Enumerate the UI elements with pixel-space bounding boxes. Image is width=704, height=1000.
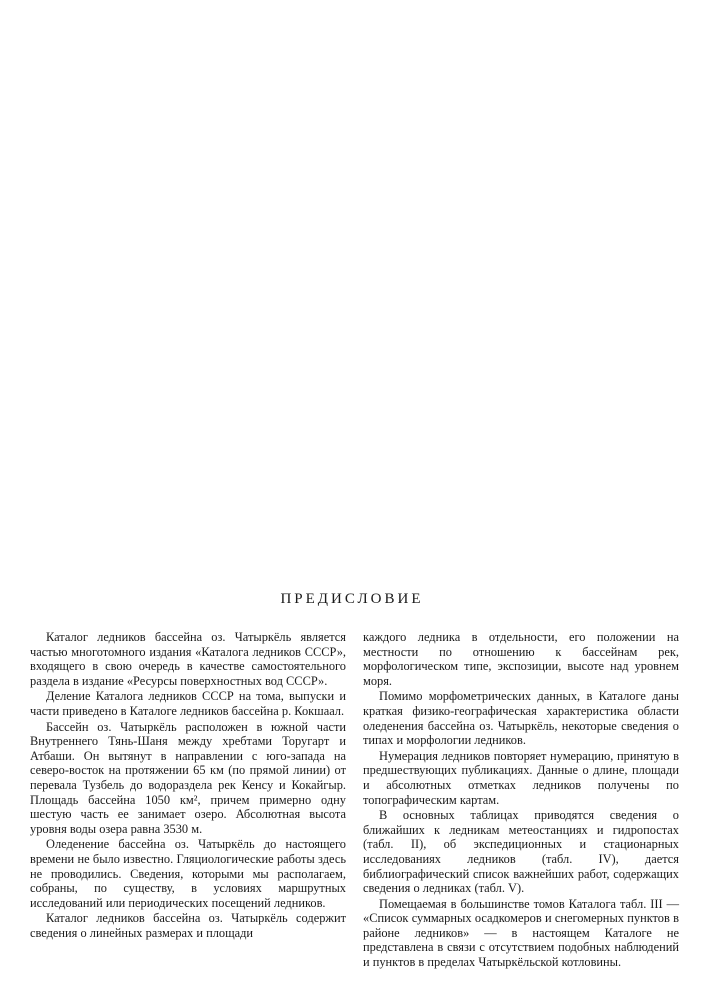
page-title: ПРЕДИСЛОВИЕ [280, 591, 424, 607]
left-column [30, 630, 346, 940]
right-column [363, 630, 679, 970]
paragraph: Помещаемая в большинстве томов Каталога табл. III — «Список суммарных осадкомеров и снегомерных пунктов в районе ледников» — в настоящем Каталоге не представлена в связи с отсутствием подобных наблюдений и пунктов в пределах Чатыркёльской котловины. [363, 896, 679, 970]
paragraph: Каталог ледников бассейна оз. Чатыркёль является частью многотомного издания «Каталога ледников СССР», входящего в свою очередь в качестве самостоятельного раздела в издание «Ресурсы поверхностных вод СССР». [30, 630, 346, 688]
paragraph: Оледенение бассейна оз. Чатыркёль до настоящего времени не было известно. Гляциологические работы здесь не проводились. Сведения, которыми мы располагаем, собраны, по существу, в условиях маршрутных исследований или периодических посещений ледников. [30, 837, 346, 910]
paragraph: Каталог ледников бассейна оз. Чатыркёль содержит сведения о линейных размерах и площади [30, 911, 346, 940]
paragraph: Бассейн оз. Чатыркёль расположен в южной части Внутреннего Тянь-Шаня между хребтами Торугарт и Атбаши. Он вытянут в направлении с юго-запада на северо-восток на протяжении 65 км (по прямой линии) от перевала Тузбель до водораздела рек Кенсу и Кокайгыр. Площадь бассейна 1050 км², причем примерно одну шестую часть ее занимает озеро. Абсолютная высота уровня воды озера равна 3530 м. [30, 719, 346, 836]
paragraph: каждого ледника в отдельности, его положении на местности по отношению к бассейнам рек, морфологическом типе, экспозиции, высоте над уровнем моря. [363, 630, 679, 688]
paragraph: Деление Каталога ледников СССР на тома, выпуски и части приведено в Каталоге ледников бассейна р. Кокшаал. [30, 689, 346, 718]
paragraph: Помимо морфометрических данных, в Каталоге даны краткая физико-географическая характеристика области оледенения бассейна оз. Чатыркёль, некоторые сведения о типах и морфологии ледников. [363, 689, 679, 748]
paragraph: В основных таблицах приводятся сведения о ближайших к ледникам метеостанциях и гидропостах (табл. II), об экспедиционных и стационарных исследованиях ледников (табл. IV), дается библиографический список важнейших работ, содержащих сведения о ледниках (табл. V). [363, 808, 679, 896]
paragraph: Нумерация ледников повторяет нумерацию, принятую в предшествующих публикациях. Данные о длине, площади и абсолютных отметках ледников получены по топографическим картам. [363, 748, 679, 807]
